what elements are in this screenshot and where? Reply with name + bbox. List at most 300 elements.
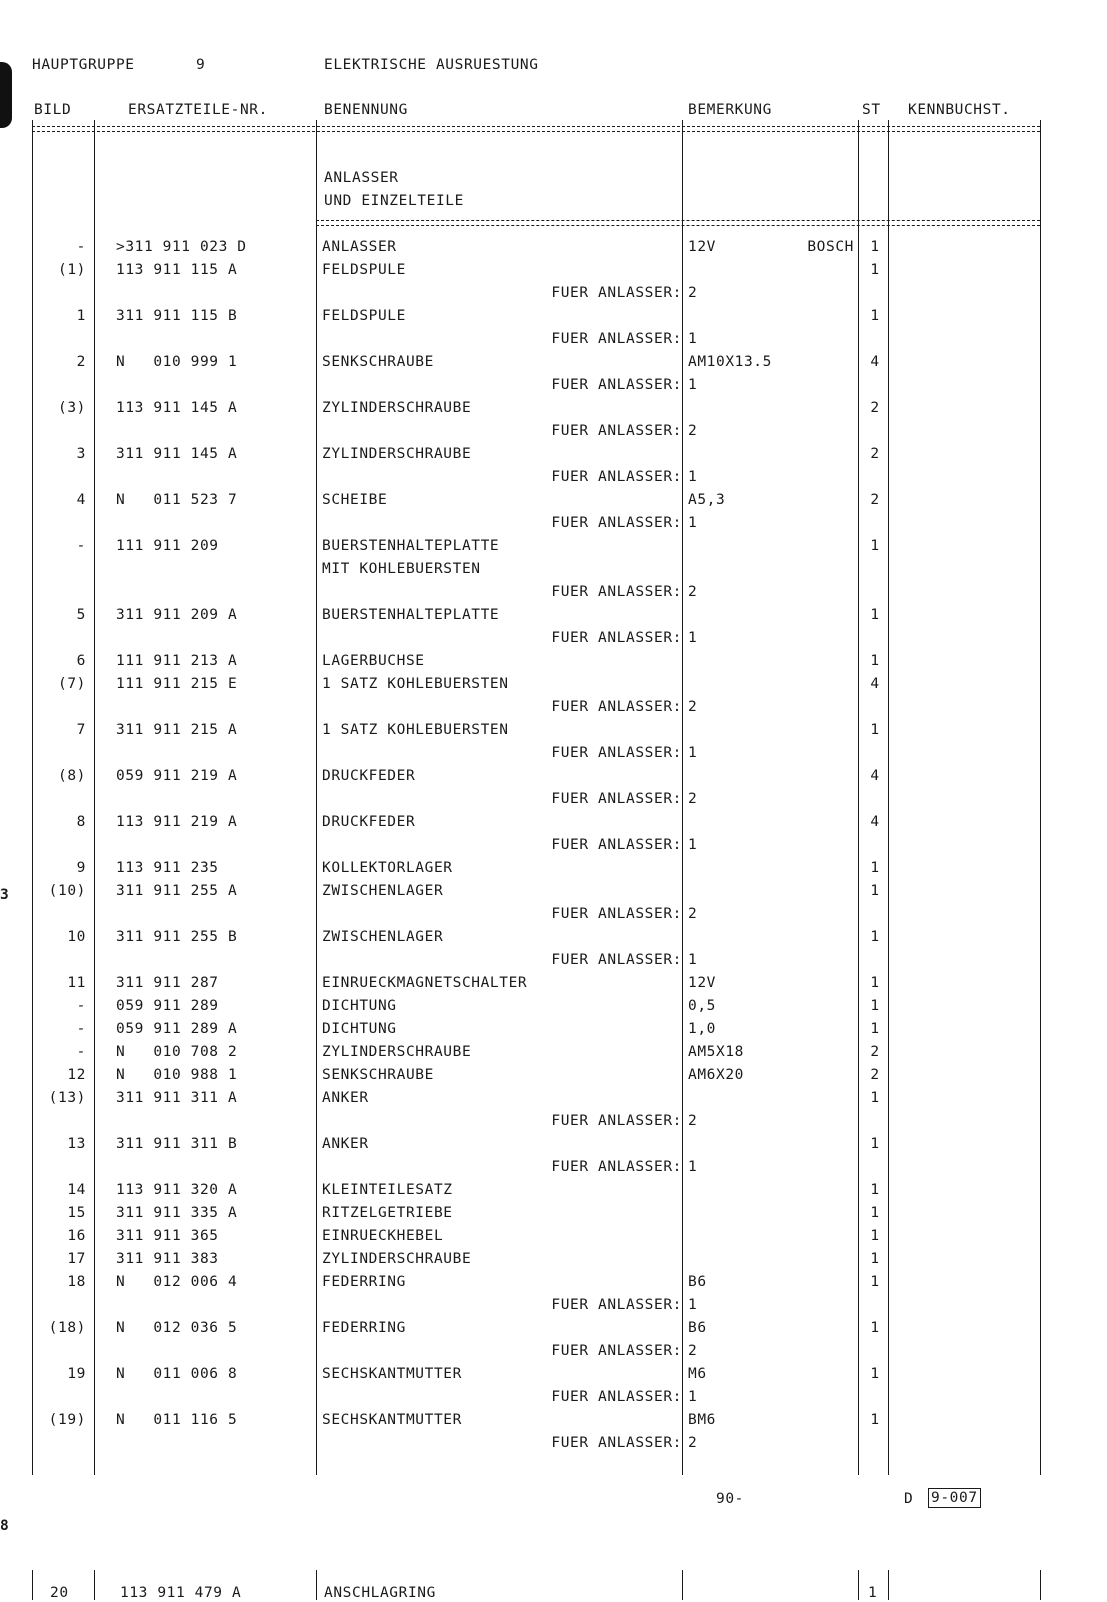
table-row [32,259,1042,282]
cell-bild [32,903,94,926]
cell-part-number [94,512,314,535]
cell-st: 2 [870,1067,880,1083]
cell-bemerkung [682,1225,860,1248]
cell-benennung: EINRUECKMAGNETSCHALTER [322,975,528,991]
cell-bemerkung [682,397,860,420]
cell-st [860,1340,890,1363]
table-row [32,926,1042,949]
table-row [32,880,1042,903]
cell-part-number [94,1386,314,1409]
bemerkung-value: 2 [688,423,698,439]
cell-st: 1 [870,607,880,623]
cell-part-number [94,1432,314,1455]
margin-mark-8: 8 [0,1518,10,1534]
col-header-kennbuchst: KENNBUCHST. [908,102,1011,118]
scan-edge-mark [0,62,12,128]
cell-kennbuchst [890,1340,1042,1363]
cell-st [860,949,890,972]
cell-st: 4 [870,676,880,692]
cell-note: FUER ANLASSER: [551,469,682,485]
page-number: 90- [716,1491,744,1507]
cell-part-number: 113 911 320 A [116,1182,238,1198]
cell-benennung: 1 SATZ KOHLEBUERSTEN [322,676,509,692]
bemerkung-value: 2 [688,1343,698,1359]
cell-bild: 2 [76,354,86,370]
note-row [32,1432,1042,1455]
cell-bild: 13 [67,1136,86,1152]
table-row [32,673,1042,696]
cell-kennbuchst [890,650,1042,673]
cell-kennbuchst [890,627,1042,650]
bemerkung-value: AM6X20 [688,1067,744,1083]
cell-note: FUER ANLASSER: [551,1343,682,1359]
cell-bemerkung [682,1087,860,1110]
cell-st: 1 [870,975,880,991]
cell-note: FUER ANLASSER: [551,1389,682,1405]
bemerkung-value: A5,3 [688,492,726,508]
cell-part-number: 059 911 289 [116,998,219,1014]
cell-benennung: ZYLINDERSCHRAUBE [322,446,472,462]
next-divider-4 [858,1570,859,1600]
table-row [32,535,1042,558]
group-title: ELEKTRISCHE AUSRUESTUNG [324,57,539,73]
cell-bild [32,420,94,443]
table-row [32,1202,1042,1225]
cell-bild [32,1386,94,1409]
note-row [32,328,1042,351]
cell-bemerkung [682,719,860,742]
cell-bemerkung [682,420,860,443]
table-row [32,1248,1042,1271]
cell-bild: 10 [67,929,86,945]
col-header-benennung: BENENNUNG [324,102,408,118]
cell-bild: - [76,239,86,255]
cell-kennbuchst [890,857,1042,880]
cell-st: 1 [870,1136,880,1152]
cell-kennbuchst [890,236,1042,259]
cell-bild [32,328,94,351]
cell-bild: 4 [76,492,86,508]
col-header-bild: BILD [34,102,72,118]
cell-kennbuchst [890,696,1042,719]
table-row [32,650,1042,673]
cell-st: 4 [870,768,880,784]
bemerkung-value: B6 [688,1320,707,1336]
cell-kennbuchst [890,604,1042,627]
cell-bemerkung [682,1041,860,1064]
bemerkung-value: B6 [688,1274,707,1290]
cell-benennung: SENKSCHRAUBE [322,1067,434,1083]
cell-bild: 14 [67,1182,86,1198]
bemerkung-value: 1 [688,515,698,531]
cell-note: FUER ANLASSER: [551,745,682,761]
cell-kennbuchst [890,995,1042,1018]
cell-bemerkung [682,466,860,489]
cell-kennbuchst [890,673,1042,696]
cell-st [860,1110,890,1133]
bemerkung-value: AM5X18 [688,1044,744,1060]
cell-bild: (19) [48,1412,86,1428]
cell-note: FUER ANLASSER: [551,1159,682,1175]
cell-benennung: SECHSKANTMUTTER [322,1412,462,1428]
cell-st: 1 [870,262,880,278]
cell-benennung: FELDSPULE [322,262,406,278]
cell-benennung: SCHEIBE [322,492,388,508]
bemerkung-value: 1 [688,469,698,485]
cell-bemerkung [682,581,860,604]
cell-bemerkung [682,1202,860,1225]
note-row [32,834,1042,857]
bemerkung-value: 1 [688,331,698,347]
bemerkung-value: 1 [688,377,698,393]
cell-st [860,742,890,765]
cell-st: 1 [870,1228,880,1244]
cell-st: 1 [870,929,880,945]
cell-bemerkung [682,696,860,719]
bemerkung-value: M6 [688,1366,707,1382]
cell-benennung: ZYLINDERSCHRAUBE [322,1251,472,1267]
cell-part-number: N 011 006 8 [116,1366,238,1382]
cell-part-number: 311 911 115 B [116,308,238,324]
bemerkung-value: 1,0 [688,1021,716,1037]
cell-bild [32,788,94,811]
cell-st: 1 [870,653,880,669]
cell-kennbuchst [890,282,1042,305]
cell-kennbuchst [890,1110,1042,1133]
cell-bemerkung [682,328,860,351]
cell-part-number [94,282,314,305]
cell-bemerkung [682,1432,860,1455]
table-row [32,857,1042,880]
cell-part-number: 111 911 209 [116,538,219,554]
cell-bemerkung [682,788,860,811]
cell-kennbuchst [890,466,1042,489]
cell-kennbuchst [890,1225,1042,1248]
footer-page-code: 9-007 [928,1488,981,1508]
table-row [32,443,1042,466]
bemerkung-value: 2 [688,285,698,301]
cell-benennung: ZWISCHENLAGER [322,883,444,899]
cell-st [860,1386,890,1409]
cell-kennbuchst [890,742,1042,765]
cell-benennung: ZYLINDERSCHRAUBE [322,1044,472,1060]
bemerkung-value: 0,5 [688,998,716,1014]
next-row-nr: 113 911 479 A [120,1585,242,1601]
cell-kennbuchst [890,351,1042,374]
cell-bild [32,696,94,719]
cell-benennung: SENKSCHRAUBE [322,354,434,370]
cell-kennbuchst [890,1041,1042,1064]
bemerkung-value: 1 [688,1389,698,1405]
cell-kennbuchst [890,765,1042,788]
cell-bemerkung [682,1271,860,1294]
cell-st: 1 [870,1412,880,1428]
cell-bemerkung [682,926,860,949]
note-row [32,374,1042,397]
cell-bemerkung [682,857,860,880]
next-divider-3 [682,1570,683,1600]
cell-part-number [94,903,314,926]
cell-kennbuchst [890,1317,1042,1340]
cell-st [860,374,890,397]
cell-bild [32,374,94,397]
bemerkung-value: 2 [688,584,698,600]
cell-st [860,696,890,719]
cell-part-number: 111 911 215 E [116,676,238,692]
cell-part-number: N 011 523 7 [116,492,238,508]
bemerkung-value: 1 [688,1297,698,1313]
cell-st: 1 [870,538,880,554]
bemerkung-maker: BOSCH [807,239,854,255]
note-row [32,949,1042,972]
cell-st: 1 [870,1090,880,1106]
cell-kennbuchst [890,1018,1042,1041]
cell-note: FUER ANLASSER: [551,837,682,853]
cell-part-number: N 010 988 1 [116,1067,238,1083]
note-row [32,1294,1042,1317]
cell-part-number [94,420,314,443]
cell-st: 4 [870,814,880,830]
table-row [32,604,1042,627]
cell-note: FUER ANLASSER: [551,285,682,301]
cell-kennbuchst [890,1156,1042,1179]
cell-st [860,1156,890,1179]
cell-bild: 3 [76,446,86,462]
table-row [32,1041,1042,1064]
cell-part-number [94,558,314,581]
cell-benennung: KLEINTEILESATZ [322,1182,453,1198]
bemerkung-value: 12V [688,239,716,255]
cell-kennbuchst [890,581,1042,604]
next-divider-5 [888,1570,889,1600]
bemerkung-value: BM6 [688,1412,716,1428]
table-row [32,305,1042,328]
bemerkung-value: 2 [688,791,698,807]
bemerkung-value: 1 [688,630,698,646]
cell-kennbuchst [890,949,1042,972]
cell-benennung: FELDSPULE [322,308,406,324]
cell-bemerkung [682,1133,860,1156]
cell-st: 2 [870,400,880,416]
cell-bild [32,742,94,765]
cell-part-number [94,696,314,719]
cell-benennung: LAGERBUCHSE [322,653,425,669]
table-row [32,1179,1042,1202]
cell-note: FUER ANLASSER: [551,584,682,600]
cell-benennung: MIT KOHLEBUERSTEN [322,561,481,577]
cell-kennbuchst [890,788,1042,811]
cell-part-number: N 012 006 4 [116,1274,238,1290]
cell-st [860,581,890,604]
cell-bild: - [76,1044,86,1060]
cell-part-number [94,742,314,765]
cell-kennbuchst [890,397,1042,420]
note-row [32,581,1042,604]
cell-benennung: ZWISCHENLAGER [322,929,444,945]
next-row-st: 1 [868,1585,878,1601]
cell-bemerkung [682,1248,860,1271]
cell-benennung: DICHTUNG [322,998,397,1014]
cell-bild: (10) [48,883,86,899]
cell-st [860,627,890,650]
cell-bild [32,627,94,650]
cell-kennbuchst [890,1087,1042,1110]
cell-bemerkung [682,1340,860,1363]
cell-bemerkung [682,1110,860,1133]
cell-kennbuchst [890,1432,1042,1455]
cell-bemerkung [682,1018,860,1041]
cell-note: FUER ANLASSER: [551,952,682,968]
cell-benennung: ANKER [322,1136,369,1152]
cell-note: FUER ANLASSER: [551,699,682,715]
cell-kennbuchst [890,305,1042,328]
cell-st [860,512,890,535]
next-divider-6 [1040,1570,1041,1600]
cell-part-number: 113 911 219 A [116,814,238,830]
cell-part-number: 113 911 115 A [116,262,238,278]
cell-part-number [94,374,314,397]
note-row [32,788,1042,811]
cell-bild: 11 [67,975,86,991]
cell-st [860,328,890,351]
cell-bemerkung [682,259,860,282]
cell-kennbuchst [890,489,1042,512]
cell-benennung: DRUCKFEDER [322,768,416,784]
cell-part-number: 311 911 311 B [116,1136,238,1152]
cell-part-number: N 010 999 1 [116,354,238,370]
cell-bemerkung [682,351,860,374]
cell-bemerkung [682,1064,860,1087]
cell-bild: 1 [76,308,86,324]
cell-part-number [94,1156,314,1179]
cell-st [860,1294,890,1317]
cell-part-number [94,1294,314,1317]
bemerkung-value: 1 [688,745,698,761]
cell-bemerkung [682,627,860,650]
cell-bild: 6 [76,653,86,669]
footer-lang: D [904,1491,914,1507]
table-row [32,236,1042,259]
cell-bemerkung [682,305,860,328]
cell-part-number: 311 911 335 A [116,1205,238,1221]
cell-bild [32,512,94,535]
cell-part-number [94,1340,314,1363]
note-row [32,742,1042,765]
cell-bild: 12 [67,1067,86,1083]
cell-bemerkung [682,834,860,857]
cell-kennbuchst [890,328,1042,351]
table-row [32,489,1042,512]
cell-part-number [94,834,314,857]
cell-bemerkung [682,1179,860,1202]
cell-bild: - [76,1021,86,1037]
cell-st [860,1432,890,1455]
col-header-st: ST [862,102,881,118]
cell-part-number: N 012 036 5 [116,1320,238,1336]
cell-bild [32,282,94,305]
cell-benennung: RITZELGETRIEBE [322,1205,453,1221]
cell-st: 1 [870,1320,880,1336]
bemerkung-value: 2 [688,1113,698,1129]
next-divider-0 [32,1570,33,1600]
cell-bild: 17 [67,1251,86,1267]
cell-part-number: 311 911 287 [116,975,219,991]
cell-kennbuchst [890,834,1042,857]
cell-part-number [94,466,314,489]
cell-part-number: 311 911 145 A [116,446,238,462]
table-row [32,1225,1042,1248]
cell-bemerkung [682,512,860,535]
bemerkung-value: 2 [688,906,698,922]
cell-part-number: >311 911 023 D [116,239,247,255]
cell-part-number: N 011 116 5 [116,1412,238,1428]
table-row [32,1317,1042,1340]
cell-bemerkung [682,903,860,926]
cell-st: 4 [870,354,880,370]
cell-kennbuchst [890,1271,1042,1294]
cell-st: 1 [870,239,880,255]
table-row [32,765,1042,788]
cell-kennbuchst [890,1294,1042,1317]
note-row [32,1156,1042,1179]
cell-bemerkung [682,1409,860,1432]
cell-kennbuchst [890,1363,1042,1386]
cell-part-number: N 010 708 2 [116,1044,238,1060]
cell-part-number: 059 911 289 A [116,1021,238,1037]
note-row [32,420,1042,443]
bemerkung-value: 2 [688,699,698,715]
bemerkung-value: AM10X13.5 [688,354,772,370]
table-row [32,1363,1042,1386]
cell-bild: - [76,998,86,1014]
cell-bemerkung [682,673,860,696]
cell-note: FUER ANLASSER: [551,1297,682,1313]
note-row [32,1340,1042,1363]
cell-st: 1 [870,998,880,1014]
cell-kennbuchst [890,259,1042,282]
cell-bemerkung [682,1294,860,1317]
cell-benennung: KOLLEKTORLAGER [322,860,453,876]
cell-note: FUER ANLASSER: [551,1113,682,1129]
cell-bemerkung [682,236,860,259]
group-label: HAUPTGRUPPE [32,57,135,73]
cell-st [860,282,890,305]
cell-bild: - [76,538,86,554]
bemerkung-value: 12V [688,975,716,991]
cell-part-number: 111 911 213 A [116,653,238,669]
note-row [32,1386,1042,1409]
cell-st [860,903,890,926]
cell-bild: 16 [67,1228,86,1244]
cell-bild [32,834,94,857]
cell-part-number: 059 911 219 A [116,768,238,784]
cell-bild [32,466,94,489]
cell-st: 1 [870,860,880,876]
cell-bemerkung [682,604,860,627]
cell-bild: 8 [76,814,86,830]
cell-bemerkung [682,949,860,972]
cell-st [860,466,890,489]
cell-bild [32,1432,94,1455]
next-row-ben: ANSCHLAGRING [324,1585,436,1601]
cell-kennbuchst [890,374,1042,397]
table-row [32,1271,1042,1294]
next-divider-2 [316,1570,317,1600]
cell-part-number: 311 911 255 A [116,883,238,899]
note-row [32,282,1042,305]
cell-st [860,558,890,581]
section-rule [316,220,1040,226]
